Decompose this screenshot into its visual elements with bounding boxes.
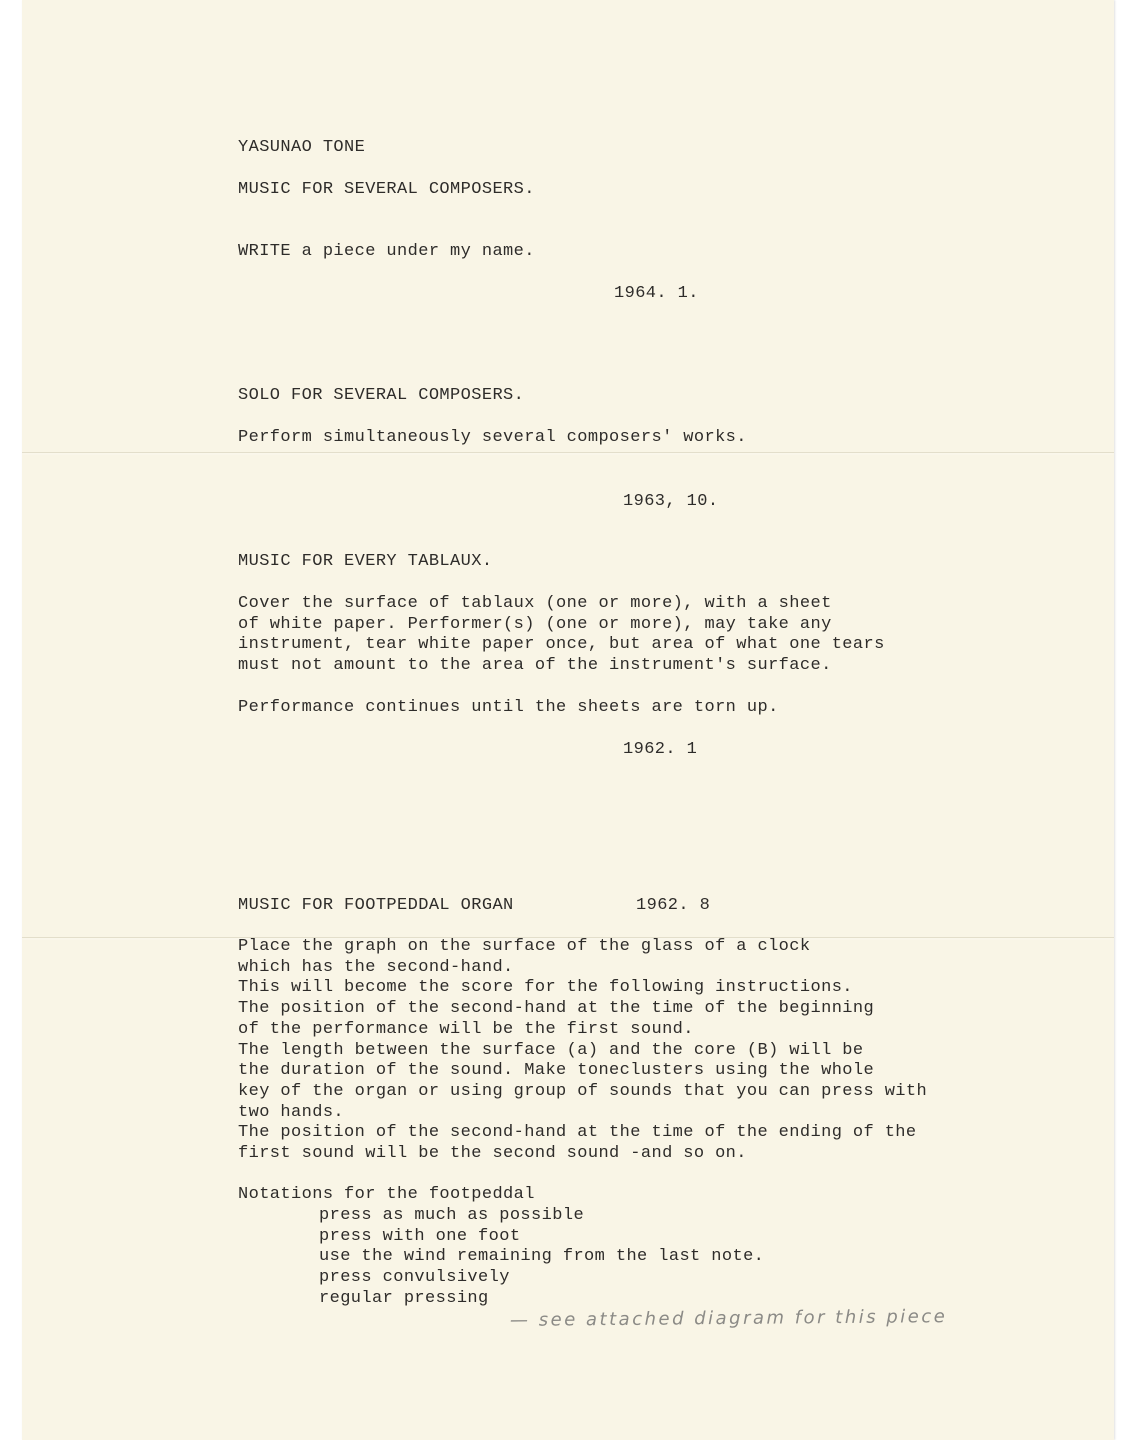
instruction-line: of the performance will be the first sound. (238, 1019, 694, 1039)
notation-item: press as much as possible (319, 1206, 585, 1225)
piece-instruction: Perform simultaneously several composers' works. (238, 428, 747, 447)
piece-title: MUSIC FOR SEVERAL COMPOSERS. (238, 180, 535, 199)
instruction-line: The position of the second-hand at the time of the ending of the (238, 1123, 917, 1143)
instruction-line: key of the organ or using group of sounds that you can press with (238, 1081, 928, 1101)
notation-item: press with one foot (319, 1226, 521, 1246)
piece-title: MUSIC FOR EVERY TABLAUX. (238, 552, 493, 571)
piece-instructions (238, 594, 885, 677)
piece-date: 1964. 1. (614, 284, 699, 303)
piece-title: MUSIC FOR FOOTPEDDAL ORGAN (238, 896, 514, 915)
handwritten-note: — see attached diagram for this piece (509, 1306, 948, 1331)
instruction-line: of white paper. Performer(s) (one or more), may take any (238, 614, 832, 634)
piece-instruction: WRITE a piece under my name. (238, 242, 535, 261)
piece-date: 1963, 10. (623, 492, 719, 511)
instruction-line: The position of the second-hand at the time of the beginning (238, 999, 875, 1019)
instruction-line: the duration of the sound. Make toneclusters using the whole (238, 1061, 875, 1081)
notation-list (238, 1206, 764, 1310)
instruction-line: This will become the score for the following instructions. (238, 978, 853, 998)
piece-date: 1962. 8 (636, 896, 711, 915)
instruction-line: Place the graph on the surface of the glass of a clock (238, 937, 811, 956)
instruction-line: Cover the surface of tablaux (one or more), with a sheet (238, 594, 832, 613)
piece-title: SOLO FOR SEVERAL COMPOSERS. (238, 386, 525, 405)
piece-instructions (238, 937, 927, 1165)
instruction-line: two hands. (238, 1102, 345, 1122)
piece-instruction: Performance continues until the sheets are torn up. (238, 698, 779, 717)
piece-date: 1962. 1 (623, 740, 698, 759)
instruction-line: which has the second-hand. (238, 957, 514, 977)
instruction-line: first sound will be the second sound -and so on. (238, 1144, 747, 1164)
paper-fold-line (22, 452, 1114, 453)
notation-item: regular pressing (319, 1288, 489, 1308)
instruction-line: The length between the surface (a) and the core (B) will be (238, 1040, 864, 1060)
notation-item: press convulsively (319, 1268, 510, 1288)
instruction-line: must not amount to the area of the instrument's surface. (238, 656, 832, 676)
instruction-line: instrument, tear white paper once, but area of what one tears (238, 635, 885, 655)
author-name: YASUNAO TONE (238, 138, 366, 157)
notation-item: use the wind remaining from the last note. (319, 1247, 765, 1267)
notation-heading: Notations for the footpeddal (238, 1185, 535, 1204)
